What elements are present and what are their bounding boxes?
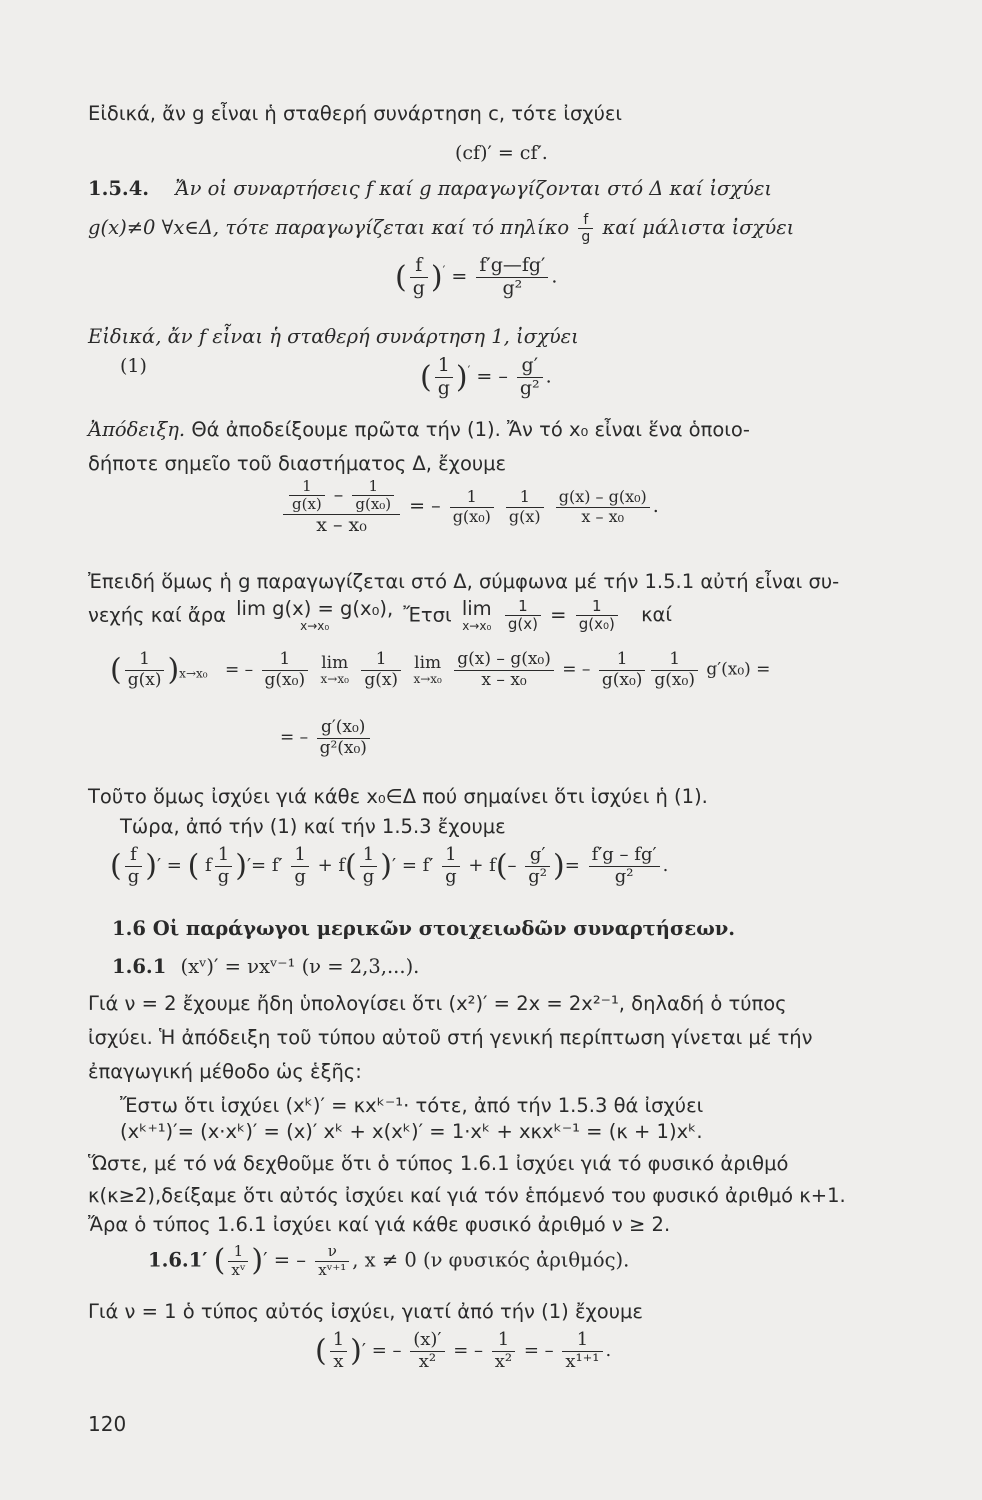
limit-chain-equation: ( $\frac{1}{g(x)}$ )$_{x\to x_0}$ = – $\frac{1}{\text{g(x₀)}}$ lim x→x₀ $\frac{1}{g(x)}$ lim x→x₀ $\frac{\text{g(x) – g(x₀)}}{\text{x – x₀}}$ = – $\frac{1}{\text{g(x₀)}}$ $\frac{1}{\text{g(x₀)}}$ g′(x₀) = [110,649,771,690]
difference-quotient-equation: $\frac{1}{g(x)}$ – $\frac{1}{\text{g(x₀)}}$ x – x₀ = – $\frac{1}{\text{g(x₀)}}$ $\frac{1}{g(x)}$ $\frac{\text{g(x) – g(x₀)}}{\text{x – x₀}}$ . [280,478,659,536]
page-number: 120 [88,1412,127,1436]
proof-line2: δήποτε σημεῖο τοῦ διαστήματος Δ, ἔχουμε [88,452,507,475]
theorem-label: 1.5.4. [88,177,150,200]
theorem-1-5-4-line2 [88,212,794,245]
formula-1-6-1-text: (xᵛ)′ = νxᵛ⁻¹ (ν = 2,3,...). [180,955,420,978]
paragraph-v2-line3: ἐπαγωγική μέθοδο ὡς ἑξῆς: [88,1060,362,1083]
induction-line5: Ἄρα ὁ τύπος 1.6.1 ἰσχύει καί γιά κάθε φυσικό ἀριθμό ν ≥ 2. [88,1213,671,1236]
special-case-line: Εἰδικά, ἄν f εἶναι ἡ σταθερή συνάρτηση 1, ἰσχύει [88,325,579,348]
induction-line2: (xᵏ⁺¹)′= (x·xᵏ)′ = (x)′ xᵏ + x(xᵏ)′ = 1·xᵏ + xκxᵏ⁻¹ = (κ + 1)xᵏ. [120,1120,703,1143]
theorem-text-2a: g(x)≠0 ∀x∈Δ, τότε παραγωγίζεται καί τό πηλίκο [88,216,570,240]
para1-formula: (cf)′ = cf′. [455,142,548,164]
quotient-f-over-g: $\frac{f}{g}$ [578,212,593,245]
v1-line: Γιά ν = 1 ὁ τύπος αὐτός ἰσχύει, γιατί ἀπό τήν (1) ἔχουμε [88,1300,643,1323]
formula-1-6-1-prime-tail: , x ≠ 0 (ν φυσικός ἀριθμός). [352,1248,630,1272]
proof-text: Θά ἀποδείξουμε πρῶτα τήν (1). Ἄν τό x₀ εἶναι ἕνα ὁποιο- [191,418,750,441]
since-line1: Ἐπειδή ὅμως ἡ g παραγωγίζεται στό Δ, σύμφωνα μέ τήν 1.5.1 αὐτή εἶναι συ- [88,570,840,593]
theorem-1-5-4-line1 [88,177,772,200]
since-text-2b: Ἔτσι [403,603,452,627]
formula-1-6-1-prime-label: 1.6.1′ [148,1248,208,1272]
formula-1-6-1 [112,955,419,978]
since-line2: νεχής καί ἄρα lim g(x) = g(x₀), x→x₀ Ἔτσι lim x→x₀ $\frac{1}{g(x)}$ = $\frac{1}{\text{g(x₀)}}$ καί [88,597,673,634]
proof-line1 [88,418,750,441]
since-text-2a: νεχής καί ἄρα [88,603,226,627]
induction-line4: κ(κ≥2),δείξαμε ὅτι αὐτός ἰσχύει καί γιά τόν ἑπόμενό του φυσικό ἀριθμό κ+1. [88,1184,846,1207]
equation-1: (1) ( $\frac{1}{g}$ )′ = – $\frac{g'}{\text{g²}}$ . [120,354,552,399]
limit-chain-result: = – $\frac{\text{g′(x₀)}}{\text{g²(x₀)}}$ [280,718,373,758]
proof-label: Ἀπόδειξη. [88,418,186,441]
quotient-rule-formula: ( $\frac{f}{g}$ )′ = $\frac{f'g—fg'}{\text{g²}}$ . [395,254,558,299]
para1: Εἰδικά, ἄν g εἶναι ἡ σταθερή συνάρτηση c, τότε ἰσχύει [88,102,623,125]
theorem-text-2b: καί μάλιστα ἰσχύει [602,216,795,240]
formula-1-6-1-prime: 1.6.1′ ( $\frac{1}{\text{xᵛ}}$ )′ = – $\frac{\nu}{\text{xᵛ⁺¹}}$ , x ≠ 0 (ν φυσικός ἀριθμός). [148,1242,630,1279]
v1-equation: ( $\frac{1}{x}$ )′ = – $\frac{(x)'}{\text{x²}}$ = – $\frac{1}{\text{x²}}$ = – $\frac{1}{\text{x¹⁺¹}}$ . [315,1329,612,1372]
holds-line: Τοῦτο ὅμως ἰσχύει γιά κάθε x₀∈Δ πού σημαίνει ὅτι ἰσχύει ἡ (1). [88,785,708,808]
paragraph-v2-line1: Γιά ν = 2 ἔχουμε ἤδη ὑπολογίσει ὅτι (x²)′ = 2x = 2x²⁻¹, δηλαδή ὁ τύπος [88,992,787,1015]
quotient-rule-derivation: ( $\frac{f}{g}$ )′ = ( f $\frac{1}{g}$ )′= f′ $\frac{1}{g}$ + f( $\frac{1}{g}$ )′ = f′ $\frac{1}{g}$ + f(– $\frac{g'}{\text{g²}}$ )= $\frac{f'g - fg'}{\text{g²}}$ . [110,844,669,887]
theorem-text: Ἄν οἱ συναρτήσεις f καί g παραγωγίζονται στό Δ καί ἰσχύει [175,177,773,200]
induction-line1: Ἔστω ὅτι ἰσχύει (xᵏ)′ = κxᵏ⁻¹· τότε, ἀπό τήν 1.5.3 θά ἰσχύει [120,1094,704,1117]
induction-line3: Ὥστε, μέ τό νά δεχθοῦμε ὅτι ὁ τύπος 1.6.1 ἰσχύει γιά τό φυσικό ἀριθμό [88,1152,789,1175]
now-line: Τώρα, ἀπό τήν (1) καί τήν 1.5.3 ἔχουμε [120,815,506,838]
paragraph-v2-line2: ἰσχύει. Ἡ ἀπόδειξη τοῦ τύπου αὐτοῦ στή γενική περίπτωση γίνεται μέ τήν [88,1026,813,1049]
section-1-6-heading: 1.6 Οἱ παράγωγοι μερικῶν στοιχειωδῶν συναρτήσεων. [112,917,736,940]
formula-1-6-1-label: 1.6.1 [112,955,167,978]
since-text-2c: καί [641,603,673,627]
equation-1-label: (1) [120,355,147,377]
